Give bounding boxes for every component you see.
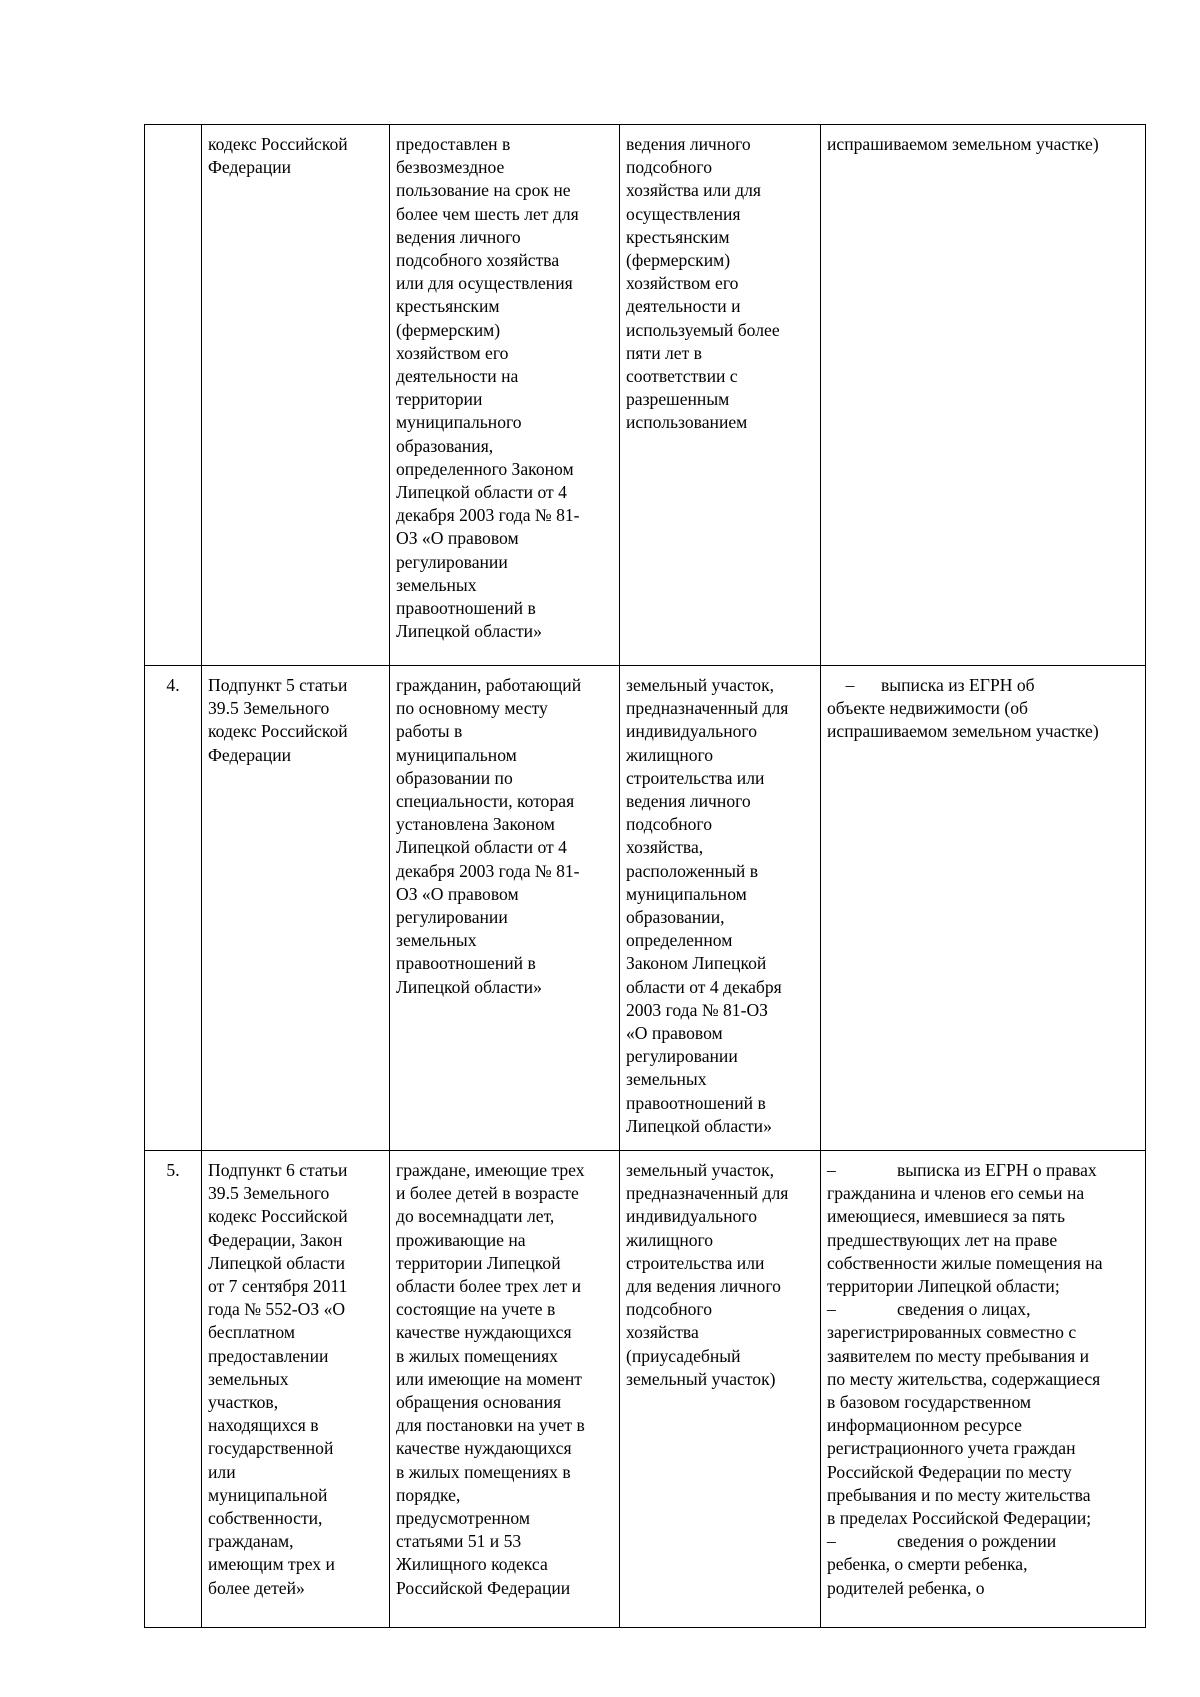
- documents-cell: [821, 1151, 1146, 1628]
- plot-text-line: осуществления: [626, 203, 741, 224]
- plot-text-line: земельный участок,: [626, 675, 775, 695]
- document-item: [827, 1298, 1140, 1530]
- document-text-line: ребенка, о смерти ребенка,: [827, 1554, 1028, 1575]
- basis-text-line: находящихся в: [208, 1415, 319, 1436]
- document-item: [827, 674, 1140, 744]
- document-text-line: сведения о рождении: [897, 1531, 1057, 1552]
- document-line: [827, 1437, 1140, 1460]
- document-line: [827, 1159, 1140, 1182]
- basis-text-line: собственности,: [208, 1508, 323, 1529]
- plot-text-line: области от 4 декабря: [626, 976, 782, 997]
- recipient-text-line: регулировании: [396, 907, 508, 928]
- plot-text-line: используемый более: [626, 319, 780, 340]
- plot-text-line: предназначенный для: [626, 1183, 789, 1204]
- document-text-line: по месту жительства, содержащиеся: [827, 1368, 1101, 1389]
- plot-text-line: муниципальном: [626, 883, 747, 904]
- recipient-text-line: в жилых помещениях в: [396, 1461, 571, 1482]
- document-line: [827, 1484, 1140, 1507]
- recipient-text-line: до восемнадцати лет,: [396, 1206, 555, 1227]
- basis-text-line: Подпункт 5 статьи: [208, 675, 348, 695]
- recipient-text-line: качестве нуждающихся: [396, 1322, 572, 1343]
- recipient-text-line: работы в: [396, 721, 463, 742]
- recipient-text-line: в жилых помещениях: [396, 1345, 558, 1366]
- basis-text-line: кодекс Российской: [208, 1206, 348, 1227]
- plot-cell: [620, 125, 821, 666]
- plot-text-line: строительства или: [626, 1252, 765, 1273]
- recipient-text-line: или для осуществления: [396, 273, 573, 294]
- document-line: [827, 1391, 1140, 1414]
- recipient-text-line: деятельности на: [396, 366, 519, 387]
- recipient-text-line: территории Липецкой: [396, 1252, 561, 1273]
- basis-text-line: 39.5 Земельного: [208, 698, 330, 719]
- recipient-text-line: ведения личного: [396, 226, 521, 247]
- document-line: [827, 1275, 1140, 1298]
- recipient-text-line: Липецкой области»: [396, 976, 542, 997]
- plot-text-line: строительства или: [626, 767, 765, 788]
- basis-text-line: от 7 сентября 2011: [208, 1276, 348, 1297]
- plot-text-line: образовании,: [626, 907, 725, 928]
- document-line: [827, 133, 1140, 156]
- recipient-text-line: специальности, которая: [396, 791, 575, 812]
- recipient-text-line: подсобного хозяйства: [396, 250, 560, 271]
- plot-text-line: индивидуального: [626, 721, 757, 742]
- plot-text-line: хозяйством его: [626, 273, 739, 294]
- document-line: [827, 1252, 1140, 1275]
- recipient-text-line: и более детей в возрасте: [396, 1183, 579, 1204]
- row-number-cell: [145, 125, 202, 666]
- recipient-text-line: или имеющие на момент: [396, 1368, 582, 1389]
- recipient-text-line: предоставлен в: [396, 134, 511, 154]
- documents-cell: [821, 666, 1146, 1151]
- recipient-text-line: более чем шесть лет для: [396, 203, 579, 224]
- recipient-text-line: области более трех лет и: [396, 1276, 582, 1297]
- plot-text-line: ведения личного: [626, 134, 751, 154]
- plot-text-line: земельных: [626, 1069, 707, 1090]
- plot-text-line: (фермерским): [626, 250, 731, 271]
- recipient-text-line: качестве нуждающихся: [396, 1438, 572, 1459]
- basis-text-line: Подпункт 6 статьи: [208, 1160, 348, 1180]
- recipient-text-line: состоящие на учете в: [396, 1299, 556, 1320]
- basis-text-line: более детей»: [208, 1577, 305, 1598]
- plot-text-line: хозяйства или для: [626, 180, 761, 201]
- table-row: [145, 125, 1146, 666]
- land-provision-table: [144, 124, 1146, 1628]
- plot-cell: [620, 1151, 821, 1628]
- recipient-text-line: ОЗ «О правовом: [396, 883, 519, 904]
- document-text-line: Российской Федерации по месту: [827, 1461, 1072, 1482]
- plot-text-line: хозяйства: [626, 1322, 699, 1343]
- plot-text-line: жилищного: [626, 744, 714, 765]
- recipient-text-line: муниципального: [396, 412, 522, 433]
- basis-cell: [202, 1151, 390, 1628]
- basis-text-line: Липецкой области: [208, 1252, 346, 1273]
- document-text-line: испрашиваемом земельном участке): [827, 134, 1099, 154]
- list-dash: –: [827, 1299, 836, 1320]
- document-line: [827, 1345, 1140, 1368]
- basis-text-line: кодекс Российской: [208, 134, 348, 154]
- document-line: [827, 1530, 1140, 1553]
- basis-text-line: предоставлении: [208, 1345, 329, 1366]
- basis-text-line: бесплатном: [208, 1322, 296, 1343]
- document-text-line: территории Липецкой области;: [827, 1276, 1060, 1297]
- recipient-text-line: правоотношений в: [396, 953, 536, 974]
- document-text-line: предшествующих лет на праве: [827, 1229, 1058, 1250]
- recipient-text-line: образовании по: [396, 767, 513, 788]
- plot-text-line: ведения личного: [626, 791, 751, 812]
- plot-text-line: хозяйства,: [626, 837, 704, 858]
- document-text-line: пребывания и по месту жительства: [827, 1484, 1091, 1505]
- recipient-text-line: порядке,: [396, 1484, 461, 1505]
- document-line: [827, 697, 1140, 720]
- basis-text-line: Федерации: [208, 157, 292, 178]
- plot-text-line: для ведения личного: [626, 1276, 781, 1297]
- plot-text-line: регулировании: [626, 1046, 738, 1067]
- recipient-text-line: образования,: [396, 435, 494, 456]
- recipient-text-line: гражданин, работающий: [396, 675, 582, 695]
- document-text-line: выписка из ЕГРН об: [881, 675, 1035, 695]
- document-text-line: родителей ребенка, о: [827, 1577, 985, 1598]
- plot-text-line: жилищного: [626, 1229, 714, 1250]
- recipient-text-line: граждане, имеющие трех: [396, 1160, 585, 1180]
- plot-text-line: предназначенный для: [626, 698, 789, 719]
- plot-text-line: соответствии с: [626, 366, 738, 387]
- recipient-text-line: определенного Законом: [396, 458, 574, 479]
- document-text-line: сведения о лицах,: [897, 1299, 1031, 1320]
- document-line: [827, 1507, 1140, 1530]
- document-item: [827, 133, 1140, 156]
- table-row: [145, 666, 1146, 1151]
- recipient-text-line: Липецкой области»: [396, 621, 542, 642]
- document-text-line: в пределах Российской Федерации;: [827, 1508, 1092, 1529]
- recipient-text-line: регулировании: [396, 551, 508, 572]
- basis-text-line: участков,: [208, 1392, 279, 1413]
- document-text-line: объекте недвижимости (об: [827, 698, 1028, 719]
- document-text-line: регистрационного учета граждан: [827, 1438, 1076, 1459]
- document-line: [827, 1461, 1140, 1484]
- basis-cell: [202, 125, 390, 666]
- document-text-line: гражданина и членов его семьи на: [827, 1183, 1085, 1204]
- basis-text-line: 39.5 Земельного: [208, 1183, 330, 1204]
- recipient-text-line: обращения основания: [396, 1392, 562, 1413]
- recipient-text-line: установлена Законом: [396, 814, 555, 835]
- basis-text-line: или: [208, 1461, 236, 1482]
- recipient-text-line: хозяйством его: [396, 342, 509, 363]
- plot-text-line: подсобного: [626, 157, 713, 178]
- recipient-cell: [390, 666, 620, 1151]
- recipient-text-line: ОЗ «О правовом: [396, 528, 519, 549]
- document-text-line: испрашиваемом земельном участке): [827, 721, 1099, 742]
- plot-text-line: земельный участок,: [626, 1160, 775, 1180]
- plot-text-line: подсобного: [626, 814, 713, 835]
- document-item: [827, 1530, 1140, 1600]
- plot-text-line: деятельности и: [626, 296, 741, 317]
- recipient-text-line: правоотношений в: [396, 598, 536, 619]
- recipient-text-line: по основному месту: [396, 698, 548, 719]
- recipient-text-line: статьями 51 и 53: [396, 1531, 522, 1552]
- recipient-text-line: для постановки на учет в: [396, 1415, 585, 1436]
- document-line: [827, 1182, 1140, 1205]
- recipient-text-line: безвозмездное: [396, 157, 505, 178]
- list-dash: –: [827, 1160, 836, 1180]
- plot-text-line: определенном: [626, 930, 733, 951]
- recipient-text-line: Липецкой области от 4: [396, 837, 567, 858]
- document-line: [827, 1368, 1140, 1391]
- document-text-line: зарегистрированных совместно с: [827, 1322, 1077, 1343]
- plot-text-line: (приусадебный: [626, 1345, 741, 1366]
- basis-text-line: земельных: [208, 1368, 289, 1389]
- plot-text-line: использованием: [626, 412, 748, 433]
- document-text-line: заявителем по месту пребывания и: [827, 1345, 1090, 1366]
- plot-text-line: расположенный в: [626, 860, 759, 881]
- plot-text-line: пяти лет в: [626, 342, 702, 363]
- document-text-line: имеющиеся, имевшиеся за пять: [827, 1206, 1065, 1227]
- recipient-text-line: Российской Федерации: [396, 1577, 571, 1598]
- recipient-text-line: проживающие на: [396, 1229, 526, 1250]
- document-line: [827, 1321, 1140, 1344]
- row-number: 4.: [166, 675, 180, 695]
- document-line: [827, 1229, 1140, 1252]
- row-number-cell: [145, 666, 202, 1151]
- recipient-cell: [390, 125, 620, 666]
- recipient-text-line: земельных: [396, 574, 477, 595]
- recipient-cell: [390, 1151, 620, 1628]
- table-row: [145, 1151, 1146, 1628]
- plot-text-line: подсобного: [626, 1299, 713, 1320]
- plot-text-line: крестьянским: [626, 226, 730, 247]
- document-line: [827, 1414, 1140, 1437]
- document-text-line: в базовом государственном: [827, 1392, 1032, 1413]
- basis-text-line: года № 552-ОЗ «О: [208, 1299, 346, 1320]
- basis-cell: [202, 666, 390, 1151]
- basis-text-line: государственной: [208, 1438, 334, 1459]
- recipient-text-line: крестьянским: [396, 296, 500, 317]
- document-line: [827, 1298, 1140, 1321]
- recipient-text-line: земельных: [396, 930, 477, 951]
- recipient-text-line: территории: [396, 389, 483, 410]
- document-item: [827, 1159, 1140, 1298]
- document-line: [827, 1553, 1140, 1576]
- basis-text-line: гражданам,: [208, 1531, 294, 1552]
- basis-text-line: имеющим трех и: [208, 1554, 335, 1575]
- recipient-text-line: Жилищного кодекса: [396, 1554, 548, 1575]
- document-line: [827, 1577, 1140, 1600]
- plot-text-line: индивидуального: [626, 1206, 757, 1227]
- plot-text-line: «О правовом: [626, 1023, 723, 1044]
- recipient-text-line: предусмотренном: [396, 1508, 530, 1529]
- list-dash: –: [827, 1531, 836, 1552]
- row-number-cell: [145, 1151, 202, 1628]
- row-number: 5.: [166, 1160, 180, 1180]
- document-line: [827, 720, 1140, 743]
- plot-text-line: Законом Липецкой: [626, 953, 767, 974]
- recipient-text-line: декабря 2003 года № 81-: [396, 505, 580, 526]
- recipient-text-line: (фермерским): [396, 319, 501, 340]
- plot-text-line: Липецкой области»: [626, 1115, 772, 1136]
- document-text-line: информационном ресурсе: [827, 1415, 1022, 1436]
- recipient-text-line: муниципальном: [396, 744, 517, 765]
- plot-text-line: правоотношений в: [626, 1092, 766, 1113]
- recipient-text-line: декабря 2003 года № 81-: [396, 860, 580, 881]
- basis-text-line: муниципальной: [208, 1484, 328, 1505]
- documents-cell: [821, 125, 1146, 666]
- plot-text-line: 2003 года № 81-ОЗ: [626, 999, 768, 1020]
- recipient-text-line: Липецкой области от 4: [396, 482, 567, 503]
- document-text-line: выписка из ЕГРН о правах: [897, 1160, 1097, 1180]
- plot-cell: [620, 666, 821, 1151]
- document-line: [827, 1205, 1140, 1228]
- basis-text-line: Федерации, Закон: [208, 1229, 343, 1250]
- plot-text-line: земельный участок): [626, 1368, 776, 1389]
- basis-text-line: Федерации: [208, 744, 292, 765]
- list-dash: –: [845, 675, 855, 695]
- document-text-line: собственности жилые помещения на: [827, 1252, 1103, 1273]
- recipient-text-line: пользование на срок не: [396, 180, 571, 201]
- basis-text-line: кодекс Российской: [208, 721, 348, 742]
- document-line: [827, 674, 1140, 697]
- plot-text-line: разрешенным: [626, 389, 730, 410]
